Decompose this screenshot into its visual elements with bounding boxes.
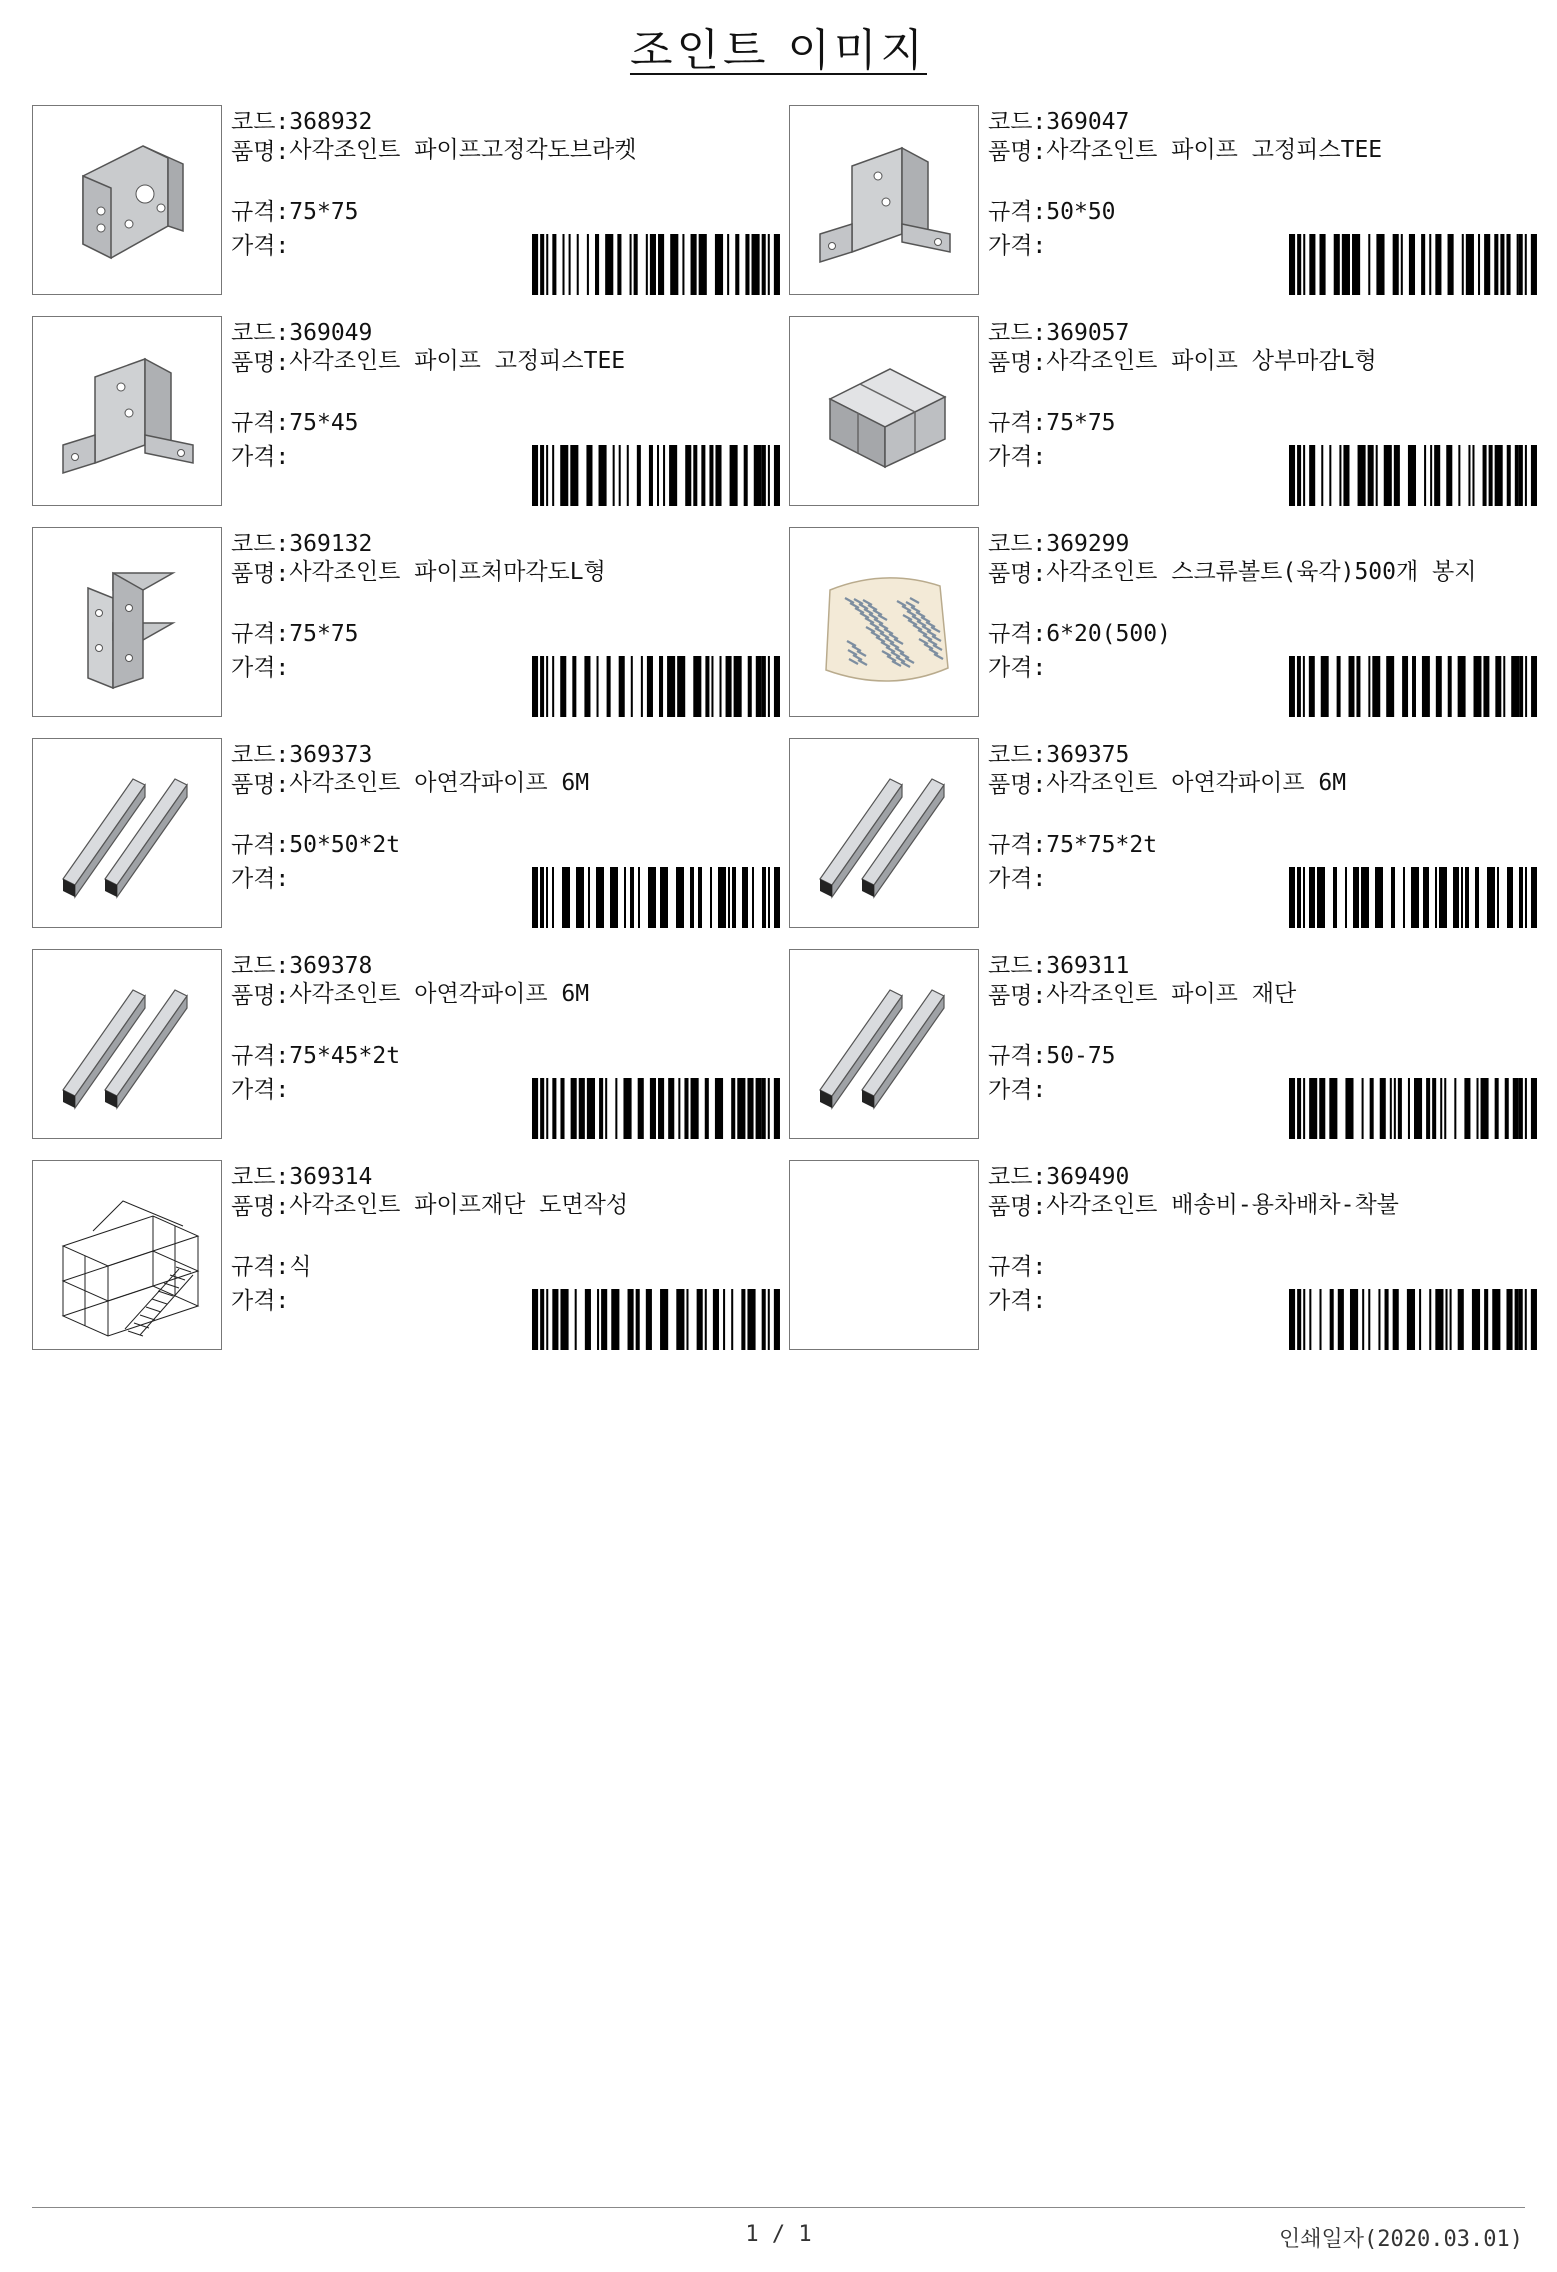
- square-pipe-icon: [33, 950, 221, 1138]
- square-pipe-icon: [790, 739, 978, 927]
- product-card: [32, 527, 782, 717]
- name-value: 사각조인트 파이프 상부마감L형: [1046, 348, 1377, 374]
- price-label: 가격:: [988, 655, 1047, 681]
- product-image: [789, 738, 979, 928]
- product-info: [231, 738, 782, 928]
- spec-row: [988, 199, 1116, 226]
- spec-value: 50*50*2t: [289, 832, 401, 858]
- code-row: [231, 953, 372, 980]
- price-row: [231, 1288, 289, 1315]
- price-row: [231, 655, 289, 682]
- name-row: [988, 561, 1477, 588]
- barcode: [1289, 867, 1539, 928]
- spec-row: [231, 1043, 400, 1070]
- price-label: 가격:: [988, 866, 1047, 892]
- price-label: 가격:: [988, 1077, 1047, 1103]
- spec-label: 규격:: [988, 1043, 1047, 1069]
- name-value: 사각조인트 아연각파이프 6M: [1046, 770, 1347, 796]
- price-label: 가격:: [231, 866, 290, 892]
- name-label: 품명:: [231, 983, 290, 1009]
- code-value: 368932: [289, 109, 373, 135]
- code-row: [988, 742, 1129, 769]
- name-label: 품명:: [988, 772, 1047, 798]
- price-row: [231, 1077, 289, 1104]
- code-row: [231, 742, 372, 769]
- price-label: 가격:: [231, 233, 290, 259]
- code-label: 코드:: [988, 109, 1047, 135]
- screw-bag-icon: [790, 528, 978, 716]
- name-row: [988, 983, 1296, 1010]
- code-value: 369375: [1046, 742, 1130, 768]
- code-value: 369314: [289, 1164, 373, 1190]
- page-title: 조인트 이미지: [629, 25, 927, 76]
- price-row: [231, 444, 289, 471]
- product-info: [988, 1160, 1539, 1350]
- price-label: 가격:: [231, 444, 290, 470]
- barcode: [1289, 1078, 1539, 1139]
- product-image: [32, 949, 222, 1139]
- product-image: [32, 1160, 222, 1350]
- barcode: [1289, 656, 1539, 717]
- name-row: [988, 772, 1346, 799]
- price-row: [988, 233, 1046, 260]
- product-card: [32, 738, 782, 928]
- name-label: 품명:: [988, 139, 1047, 165]
- code-row: [231, 320, 372, 347]
- name-value: 사각조인트 스크류볼트(육각)500개 봉지: [1046, 559, 1477, 585]
- spec-row: [231, 621, 359, 648]
- product-card: [789, 949, 1539, 1139]
- code-value: 369132: [289, 531, 373, 557]
- name-row: [231, 983, 589, 1010]
- code-label: 코드:: [988, 531, 1047, 557]
- code-value: 369378: [289, 953, 373, 979]
- spec-label: 규격:: [988, 1254, 1047, 1280]
- price-row: [988, 444, 1046, 471]
- price-row: [231, 233, 289, 260]
- product-info: [988, 738, 1539, 928]
- product-card: [789, 105, 1539, 295]
- name-value: 사각조인트 파이프고정각도브라켓: [289, 137, 637, 163]
- code-value: 369057: [1046, 320, 1130, 346]
- spec-label: 규격:: [988, 832, 1047, 858]
- product-info: [231, 949, 782, 1139]
- bracket-icon: [33, 106, 221, 294]
- name-label: 품명:: [231, 139, 290, 165]
- code-value: 369490: [1046, 1164, 1130, 1190]
- spec-value: 75*75: [289, 621, 359, 647]
- spec-value: 75*75: [289, 199, 359, 225]
- name-value: 사각조인트 배송비-용차배차-착불: [1046, 1192, 1399, 1218]
- spec-row: [231, 832, 400, 859]
- product-image: [789, 105, 979, 295]
- name-row: [231, 561, 606, 588]
- product-info: [231, 1160, 782, 1350]
- name-label: 품명:: [231, 561, 290, 587]
- price-row: [988, 866, 1046, 893]
- price-label: 가격:: [231, 1288, 290, 1314]
- code-label: 코드:: [231, 531, 290, 557]
- product-card: [789, 738, 1539, 928]
- barcode: [532, 1078, 782, 1139]
- product-card: [789, 527, 1539, 717]
- code-value: 369299: [1046, 531, 1130, 557]
- page-number: 1 / 1: [745, 2222, 812, 2247]
- name-value: 사각조인트 아연각파이프 6M: [289, 981, 590, 1007]
- code-row: [988, 1164, 1129, 1191]
- spec-row: [231, 199, 359, 226]
- spec-value: 75*45*2t: [289, 1043, 401, 1069]
- spec-value: 75*45: [289, 410, 359, 436]
- name-label: 품명:: [988, 983, 1047, 1009]
- code-label: 코드:: [988, 320, 1047, 346]
- code-value: 369047: [1046, 109, 1130, 135]
- spec-label: 규격:: [231, 199, 290, 225]
- name-label: 품명:: [231, 1194, 290, 1220]
- spec-value: 6*20(500): [1046, 621, 1171, 647]
- code-label: 코드:: [231, 109, 290, 135]
- price-row: [988, 1077, 1046, 1104]
- spec-value: 50-75: [1046, 1043, 1116, 1069]
- barcode: [532, 234, 782, 295]
- barcode: [1289, 234, 1539, 295]
- name-label: 품명:: [988, 1194, 1047, 1220]
- code-label: 코드:: [988, 1164, 1047, 1190]
- spec-label: 규격:: [988, 621, 1047, 647]
- product-info: [231, 527, 782, 717]
- spec-label: 규격:: [231, 1043, 290, 1069]
- spec-row: [231, 1254, 312, 1281]
- spec-value: 50*50: [1046, 199, 1116, 225]
- spec-label: 규격:: [231, 621, 290, 647]
- product-info: [988, 105, 1539, 295]
- print-date: 인쇄일자(2020.03.01): [1279, 2227, 1523, 2252]
- product-image: [789, 1160, 979, 1350]
- name-label: 품명:: [231, 350, 290, 376]
- price-label: 가격:: [231, 655, 290, 681]
- name-row: [988, 1194, 1399, 1221]
- product-info: [988, 527, 1539, 717]
- product-image: [32, 738, 222, 928]
- product-card: [32, 1160, 782, 1350]
- name-label: 품명:: [988, 350, 1047, 376]
- name-label: 품명:: [988, 561, 1047, 587]
- product-image: [32, 105, 222, 295]
- product-card: [32, 949, 782, 1139]
- product-info: [231, 316, 782, 506]
- spec-row: [231, 410, 359, 437]
- spec-row: [988, 1254, 1046, 1281]
- name-row: [988, 139, 1382, 166]
- name-row: [231, 772, 589, 799]
- tee-bracket-icon: [790, 106, 978, 294]
- code-value: 369373: [289, 742, 373, 768]
- corner-cap-icon: [790, 317, 978, 505]
- product-info: [988, 949, 1539, 1139]
- code-row: [988, 953, 1129, 980]
- barcode: [1289, 445, 1539, 506]
- product-card: [789, 1160, 1539, 1350]
- spec-row: [988, 832, 1157, 859]
- barcode: [1289, 1289, 1539, 1350]
- barcode: [532, 1289, 782, 1350]
- name-value: 사각조인트 파이프재단 도면작성: [289, 1192, 629, 1218]
- code-value: 369311: [1046, 953, 1130, 979]
- eave-bracket-icon: [33, 528, 221, 716]
- name-value: 사각조인트 아연각파이프 6M: [289, 770, 590, 796]
- barcode: [532, 656, 782, 717]
- product-card: [789, 316, 1539, 506]
- code-row: [988, 109, 1129, 136]
- code-row: [988, 320, 1129, 347]
- name-row: [231, 350, 625, 377]
- product-card: [32, 316, 782, 506]
- code-row: [231, 109, 372, 136]
- spec-row: [988, 1043, 1116, 1070]
- spec-label: 규격:: [231, 1254, 290, 1280]
- name-row: [231, 1194, 628, 1221]
- code-label: 코드:: [231, 320, 290, 346]
- spec-row: [988, 621, 1171, 648]
- square-pipe-icon: [790, 950, 978, 1138]
- product-image: [789, 316, 979, 506]
- spec-label: 규격:: [231, 410, 290, 436]
- product-info: [231, 105, 782, 295]
- price-row: [988, 1288, 1046, 1315]
- spec-value: 75*75*2t: [1046, 832, 1158, 858]
- code-row: [231, 531, 372, 558]
- name-value: 사각조인트 파이프 고정피스TEE: [289, 348, 626, 374]
- barcode: [532, 867, 782, 928]
- structure-drawing-icon: [33, 1161, 221, 1349]
- name-row: [231, 139, 636, 166]
- price-row: [231, 866, 289, 893]
- spec-label: 규격:: [988, 410, 1047, 436]
- spec-row: [988, 410, 1116, 437]
- product-image: [789, 527, 979, 717]
- code-label: 코드:: [231, 1164, 290, 1190]
- product-image: [32, 527, 222, 717]
- price-label: 가격:: [988, 1288, 1047, 1314]
- footer-divider: [32, 2207, 1525, 2208]
- price-label: 가격:: [231, 1077, 290, 1103]
- code-label: 코드:: [988, 953, 1047, 979]
- tee-bracket-icon: [33, 317, 221, 505]
- price-row: [988, 655, 1046, 682]
- square-pipe-icon: [33, 739, 221, 927]
- code-value: 369049: [289, 320, 373, 346]
- barcode: [532, 445, 782, 506]
- code-label: 코드:: [988, 742, 1047, 768]
- name-value: 사각조인트 파이프 고정피스TEE: [1046, 137, 1383, 163]
- spec-label: 규격:: [231, 832, 290, 858]
- spec-label: 규격:: [988, 199, 1047, 225]
- name-row: [988, 350, 1377, 377]
- product-info: [988, 316, 1539, 506]
- price-label: 가격:: [988, 233, 1047, 259]
- name-value: 사각조인트 파이프 재단: [1046, 981, 1297, 1007]
- product-image: [32, 316, 222, 506]
- product-image: [789, 949, 979, 1139]
- name-value: 사각조인트 파이프처마각도L형: [289, 559, 606, 585]
- code-row: [988, 531, 1129, 558]
- product-card: [32, 105, 782, 295]
- spec-value: 75*75: [1046, 410, 1116, 436]
- code-row: [231, 1164, 372, 1191]
- name-label: 품명:: [231, 772, 290, 798]
- code-label: 코드:: [231, 953, 290, 979]
- code-label: 코드:: [231, 742, 290, 768]
- price-label: 가격:: [988, 444, 1047, 470]
- spec-value: 식: [289, 1254, 312, 1280]
